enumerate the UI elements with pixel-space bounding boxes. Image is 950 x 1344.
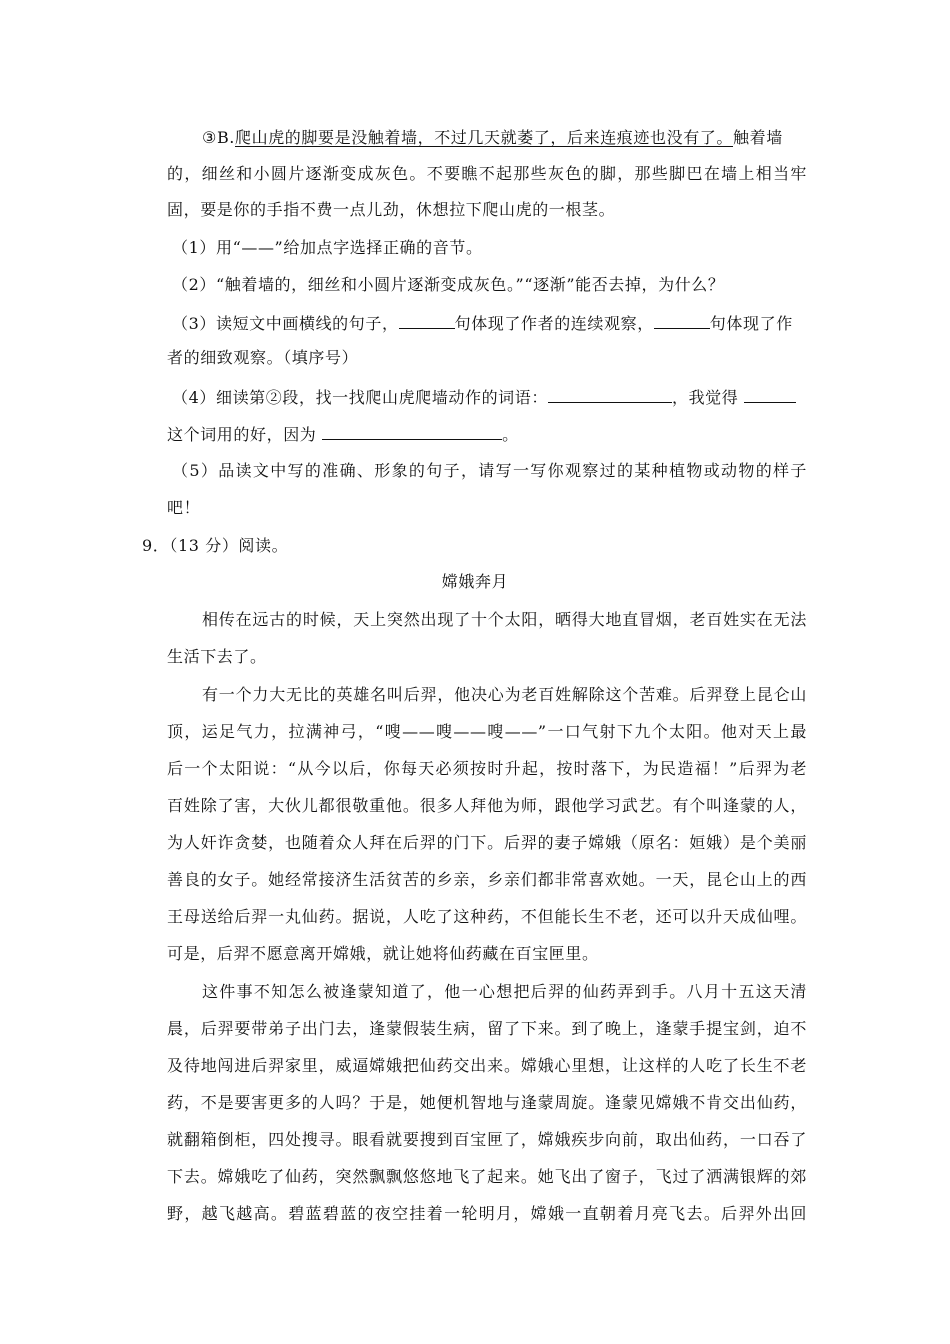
passage-line: 及待地闯进后羿家里，威逼嫦娥把仙药交出来。嫦娥心里想，让这样的人吃了长生不老 <box>167 1056 807 1075</box>
question-4-line2 <box>167 423 807 445</box>
passage-line: 可是，后羿不愿意离开嫦娥，就让她将仙药藏在百宝匣里。 <box>167 944 599 963</box>
passage-line: 百姓除了害，大伙儿都很敬重他。很多人拜他为师，跟他学习武艺。有个叫逢蒙的人， <box>167 796 807 815</box>
passage-line: 晨，后羿要带弟子出门去，逢蒙假装生病，留了下来。到了晚上，逢蒙手提宝剑，迫不 <box>167 1019 807 1038</box>
question-9-header: 9．（13 分）阅读。 <box>142 536 289 555</box>
para3-line1-tail: 触着墙 <box>733 128 783 147</box>
question-3-text-c: 句体现了作 <box>709 314 793 333</box>
question-3-line2: 者的细致观察。（填序号） <box>167 348 359 367</box>
para3-line1 <box>202 128 807 148</box>
passage-line: 为人奸诈贪婪，也随着众人拜在后羿的门下。后羿的妻子嫦娥（原名：姮娥）是个美丽 <box>167 833 807 852</box>
para3-line2: 的，细丝和小圆片逐渐变成灰色。不要瞧不起那些灰色的脚，那些脚巴在墙上相当牢 <box>167 164 807 183</box>
passage-line: 王母送给后羿一丸仙药。据说，人吃了这种药，不但能长生不老，还可以升天成仙哩。 <box>167 907 807 926</box>
question-3-blank-2[interactable] <box>654 312 710 329</box>
question-4-blank-1[interactable] <box>548 386 672 403</box>
question-3-text-a: （3）读短文中画横线的句子， <box>172 314 399 333</box>
passage-line: 野，越飞越高。碧蓝碧蓝的夜空挂着一轮明月，嫦娥一直朝着月亮飞去。后羿外出回 <box>167 1204 807 1223</box>
question-4-text-a: （4）细读第②段，找一找爬山虎爬墙动作的词语： <box>172 388 548 407</box>
question-3-line1 <box>172 312 807 334</box>
question-4-blank-2[interactable] <box>744 386 796 403</box>
question-3-blank-1[interactable] <box>399 312 455 329</box>
passage-line: 顶，运足气力，拉满神弓，“嗖——嗖——嗖——”一口气射下九个太阳。他对天上最 <box>167 722 807 741</box>
question-4-text-b: ，我觉得 <box>671 388 739 407</box>
question-2: （2）“触着墙的，细丝和小圆片逐渐变成灰色。”“逐渐”能否去掉，为什么？ <box>172 275 725 294</box>
passage-line: 就翻箱倒柜，四处搜寻。眼看就要搜到百宝匣了，嫦娥疾步向前，取出仙药，一口吞了 <box>167 1130 807 1149</box>
question-5-line2: 吧！ <box>167 498 201 517</box>
passage-line: 有一个力大无比的英雄名叫后羿，他决心为老百姓解除这个苦难。后羿登上昆仑山 <box>202 685 807 704</box>
passage-line: 后一个太阳说：“从今以后，你每天必须按时升起，按时落下，为民造福！”后羿为老 <box>167 759 807 778</box>
para3-line3: 固，要是你的手指不费一点儿劲，休想拉下爬山虎的一根茎。 <box>167 200 616 219</box>
passage-line: 善良的女子。她经常接济生活贫苦的乡亲，乡亲们都非常喜欢她。一天，昆仑山上的西 <box>167 870 807 889</box>
passage-line: 生活下去了。 <box>167 647 267 666</box>
passage-line: 下去。嫦娥吃了仙药，突然飘飘悠悠地飞了起来。她飞出了窗子，飞过了洒满银辉的郊 <box>167 1167 807 1186</box>
passage-title: 嫦娥奔月 <box>441 572 509 591</box>
question-4-line1 <box>172 386 807 408</box>
passage-line: 药，不是要害更多的人吗？于是，她便机智地与逢蒙周旋。逢蒙见嫦娥不肯交出仙药， <box>167 1093 807 1112</box>
question-4-text-d: 。 <box>502 425 519 444</box>
passage-line: 相传在远古的时候，天上突然出现了十个太阳，晒得大地直冒烟，老百姓实在无法 <box>202 610 807 629</box>
question-3-text-b: 句体现了作者的连续观察， <box>454 314 654 333</box>
para3-underlined-sentence: 爬山虎的脚要是没触着墙，不过几天就萎了，后来连痕迹也没有了。 <box>235 128 734 147</box>
para3-label: ③B. <box>202 128 235 147</box>
question-4-text-c: 这个词用的好，因为 <box>167 425 317 444</box>
question-1: （1）用“——”给加点字选择正确的音节。 <box>172 238 483 257</box>
passage-line: 这件事不知怎么被逢蒙知道了，他一心想把后羿的仙药弄到手。八月十五这天清 <box>202 982 807 1001</box>
question-5-line1: （5）品读文中写的准确、形象的句子，请写一写你观察过的某种植物或动物的样子 <box>172 461 807 480</box>
question-4-blank-3[interactable] <box>322 423 502 440</box>
